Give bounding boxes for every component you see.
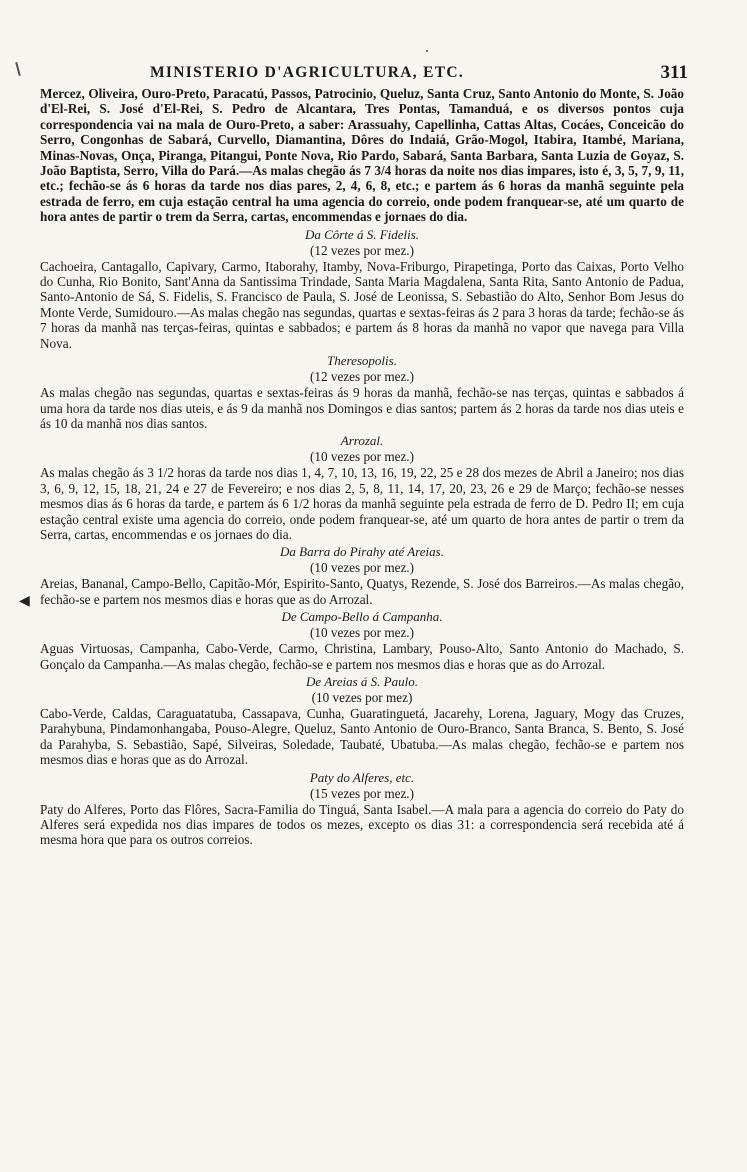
section-heading-barra: Da Barra do Pirahy até Areias.	[280, 544, 444, 560]
section-heading-arrozal: Arrozal.	[340, 433, 384, 449]
frequency-campanha: (10 vezes por mez.)	[310, 625, 414, 641]
header-title: MINISTERIO D'AGRICULTURA, ETC.	[150, 64, 465, 81]
running-header	[40, 62, 688, 86]
section-heading-campanha: De Campo-Bello á Campanha.	[281, 609, 443, 625]
frequency-theresopolis: (12 vezes por mez.)	[310, 369, 414, 385]
frequency-arrozal: (10 vezes por mez.)	[310, 449, 414, 465]
document-page	[40, 62, 688, 848]
paragraph-theresopolis: As malas chegão nas segundas, quartas e sextas-feiras ás 9 horas da manhã, fechão-se nas terças, quintas e sabbados á uma hora da tarde nos dias uteis, e ás 9 da manhã nos Domingos e dias santos; partem ás 2 horas da tarde nos dias uteis e ás 10 da manhã nos dias santos.	[40, 385, 684, 431]
margin-mark	[15, 62, 21, 76]
paragraph-paty: Paty do Alferes, Porto das Flôres, Sacra-Familia do Tinguá, Santa Isabel.—A mala para a agencia do correio do Paty do Alferes será expedida nos dias impares de todos os mezes, excepto os dias 31: a correspondencia será recebida até á mesma hora que para os outros correios.	[40, 801, 684, 848]
paragraph-fidelis: Cachoeira, Cantagallo, Capivary, Carmo, Itaborahy, Itamby, Nova-Friburgo, Pirapetinga, Porto das Caixas, Porto Velho do Cunha, Rio Bonito, Sant'Anna da Santissima Trindade, Santa Maria Magdalena, Santa Rita, Santo Antonio de Padua, Santo-Antonio de Sá, S. Fidelis, S. Francisco de Paula, S. José de Leonissa, S. Sebastião do Alto, Senhor Bom Jesus do Monte Verde, Sumidouro.—As malas chegão nas segundas, quartas e sextas-feiras ás 2 para 3 horas da tarde; fechão-se ás 7 horas da manhã nas terças-feiras, quintas e sabbados; e partem ás 8 horas da manhã no vapor que navega para Villa Nova.	[40, 258, 684, 351]
page-number: 311	[660, 62, 688, 83]
frequency-spaulo: (10 vezes por mez)	[311, 689, 413, 705]
paragraph-barra: Areias, Bananal, Campo-Bello, Capitão-Mór, Espirito-Santo, Quatys, Rezende, S. José dos Barreiros.—As malas chegão, fechão-se e partem nos mesmos dias e horas que as do Arrozal.	[40, 576, 684, 607]
print-speck	[426, 50, 428, 52]
paragraph-minas: Mercez, Oliveira, Ouro-Preto, Paracatú, Passos, Patrocinio, Queluz, Santa Cruz, Santo Antonio do Monte, S. João d'El-Rei, S. José d'El-Rei, S. Pedro de Alcantara, Tres Pontas, Tamanduá, e os diversos pontos cuja correspondencia vai na mala de Ouro-Preto, a saber: Arassuahy, Capellinha, Cattas Altas, Cocáes, Conceicão do Serro, Congonhas de Sabará, Curvello, Diamantina, Dôres do Indaiá, Grão-Mogol, Itabira, Itambé, Mariana, Minas-Novas, Onça, Piranga, Pitangui, Ponte Nova, Rio Pardo, Sabará, Santa Barbara, Santa Luzia de Goyaz, S. João Baptista, Serro, Villa do Pará.—As malas chegão ás 7 3/4 horas da noite nos dias impares, isto é, 3, 5, 7, 9, 11, etc.; fechão-se ás 6 horas da tarde nos dias pares, 2, 4, 6, 8, etc.; e partem ás 6 horas da manhã seguinte pela estrada de ferro, em cuja estação central ha uma agencia do correio, onde podem franquear-se, até um quarto de hora antes de partir o trem da Serra, cartas, encommendas e jornaes do dia.	[40, 86, 684, 225]
frequency-fidelis: (12 vezes por mez.)	[310, 242, 414, 258]
frequency-paty: (15 vezes por mez.)	[310, 785, 414, 801]
section-heading-theresopolis: Theresopolis.	[327, 353, 397, 369]
paragraph-campanha: Aguas Virtuosas, Campanha, Cabo-Verde, Carmo, Christina, Lambary, Pouso-Alto, Santo Antonio do Machado, S. Gonçalo da Campanha.—As malas chegão, fechão-se e partem nos mesmos dias e horas que as do Arrozal.	[40, 641, 684, 672]
pointer-mark: ◀	[19, 594, 30, 609]
section-heading-spaulo: De Areias á S. Paulo.	[306, 673, 418, 689]
frequency-barra: (10 vezes por mez.)	[310, 560, 414, 576]
paragraph-spaulo: Cabo-Verde, Caldas, Caraguatatuba, Cassapava, Cunha, Guaratinguetá, Jacarehy, Lorena, Jaguary, Mogy das Cruzes, Parahybuna, Pindamonhangaba, Pouso-Alegre, Queluz, Santo Antonio de Ouro-Branco, Santa Branca, S. Bento, S. José da Parahyba, S. Sebastião, Sapé, Silveiras, Soledade, Taubaté, Ubatuba.—As malas chegão, fechão-se e partem nos mesmos dias e horas que as do Arrozal.	[40, 705, 684, 768]
paragraph-arrozal: As malas chegão ás 3 1/2 horas da tarde nos dias 1, 4, 7, 10, 13, 16, 19, 22, 25 e 28 dos mezes de Abril a Janeiro; nos dias 3, 6, 9, 12, 15, 18, 21, 24 e 27 de Fevereiro; e nos dias 2, 5, 8, 11, 14, 17, 20, 23, 26 e 29 de Março; fechão-se nesses mesmos dias ás 6 horas da tarde, e partem ás 6 1/2 horas da manhã seguinte pela estrada de ferro de D. Pedro II; em cuja estação central existe uma agencia do correio, onde podem franquear-se, até um quarto de hora antes de partir o trem da Serra, cartas, encommendas e os jornaes do dia.	[40, 465, 684, 542]
section-heading-paty: Paty do Alferes, etc.	[309, 769, 415, 785]
section-heading-fidelis: Da Côrte á S. Fidelis.	[304, 226, 420, 242]
